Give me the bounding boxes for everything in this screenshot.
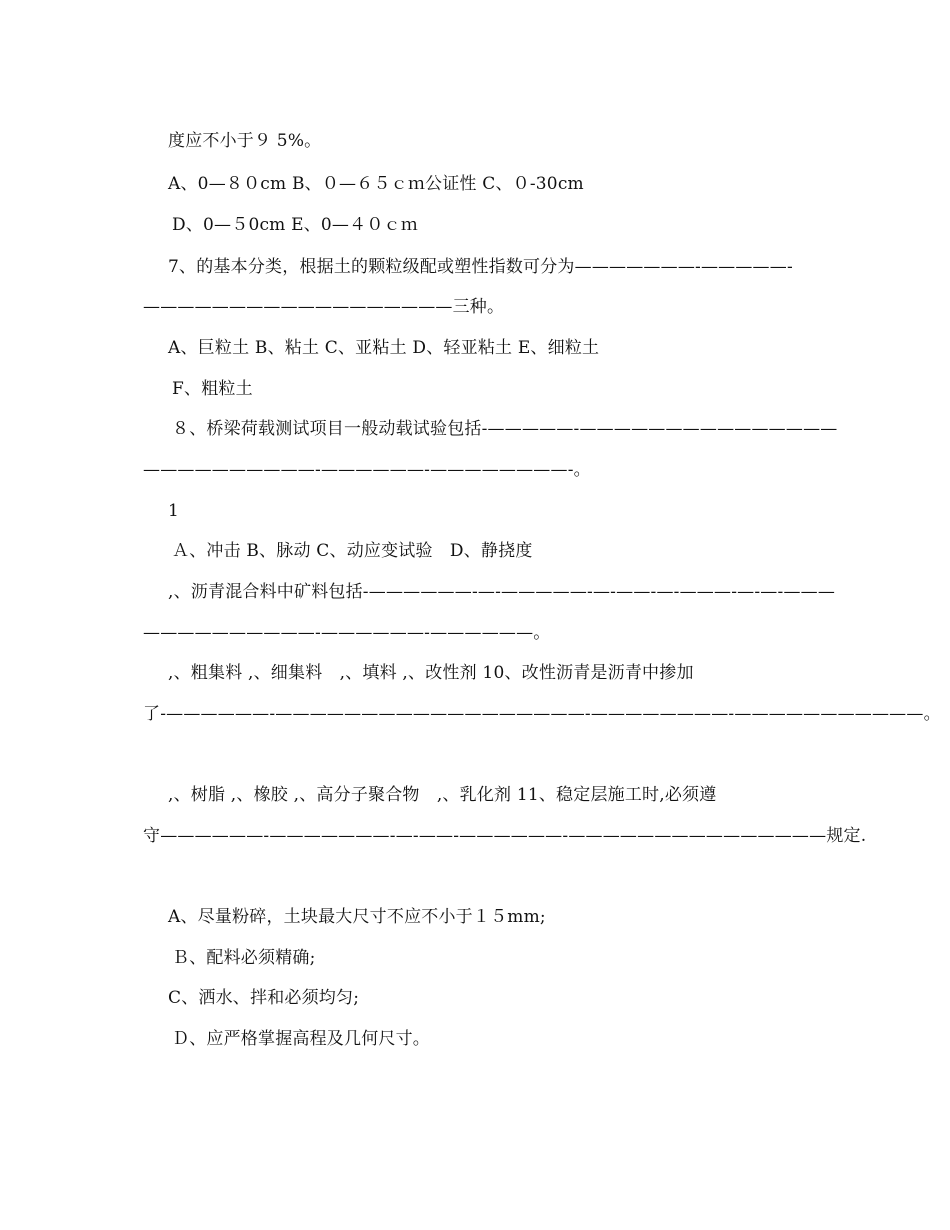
text-line-13: ——————————-——————-——————。: [143, 623, 551, 643]
text-line-10: 1: [168, 501, 180, 521]
text-line-12: ,、沥青混合料中矿料包括-——————-—-—————-—-——-—-———-—-—-———: [168, 582, 836, 602]
text-line-16: ,、树脂 ,、橡胶 ,、高分子聚合物 ,、乳化剂 11、稳定层施工时,必须遵: [168, 785, 717, 805]
text-line-4: 7、的基本分类，根据土的颗粒级配或塑性指数可分为———————-—————-: [168, 257, 793, 277]
text-line-6: A、巨粒土 B、粘土 C、亚粘土 D、轻亚粘土 E、细粒土: [168, 338, 600, 358]
text-line-17: 守——————-———————-—-——-——————-———————————————规定.: [143, 826, 867, 846]
text-line-3: D、0—５0cm E、0—４０ｃｍ: [172, 215, 418, 235]
text-line-14: ,、粗集料 ,、细集料 ,、填料 ,、改性剂 10、改性沥青是沥青中掺加: [168, 663, 694, 683]
text-line-15: 了-——————-——————————————————-————————-———————————。: [143, 704, 941, 724]
text-line-21: Ｄ、应严格掌握高程及几何尺寸。: [172, 1029, 430, 1049]
text-line-19: Ｂ、配料必须精确;: [172, 948, 316, 968]
text-line-7: F、粗粒土: [172, 379, 253, 399]
text-line-9: ——————————-——————-————————-。: [143, 460, 591, 480]
text-line-5: ——————————————————三种。: [143, 297, 505, 317]
text-line-20: C、洒水、拌和必须均匀;: [168, 988, 360, 1008]
text-line-8: ８、桥梁荷载测试项目一般动载试验包括-—————-———————————————: [172, 419, 838, 439]
text-line-1: 度应不小于９ 5%。: [168, 131, 322, 151]
text-line-2: A、0—８０cm B、０—６５ｃｍ公证性 C、０-30cm: [168, 174, 584, 194]
text-line-18: A、尽量粉碎，土块最大尺寸不应不小于１５mm;: [168, 907, 546, 927]
text-line-11: Ａ、冲击 B、脉动 C、动应变试验 D、静挠度: [172, 541, 533, 561]
